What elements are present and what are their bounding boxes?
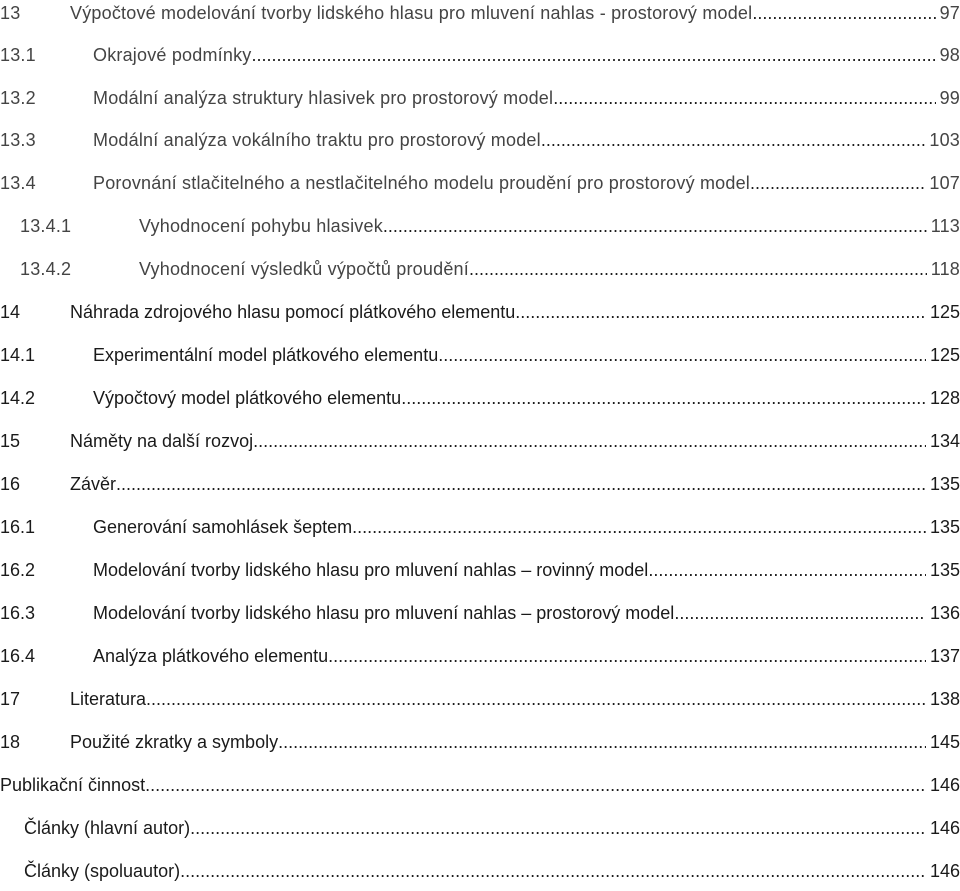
toc-entry-page: 137 bbox=[929, 646, 960, 666]
toc-entry-number: 13.4.1 bbox=[20, 216, 72, 236]
toc-entry[interactable] bbox=[0, 684, 960, 714]
toc-entry[interactable] bbox=[0, 125, 960, 155]
toc-entry-title: Publikační činnost bbox=[0, 775, 146, 795]
toc-entry-title: Výpočtový model plátkového elementu bbox=[93, 388, 402, 408]
toc-entry-number: 14 bbox=[0, 302, 21, 322]
toc-entry-page: 98 bbox=[939, 45, 960, 65]
toc-leader-dots bbox=[251, 40, 935, 70]
toc-entry-number: 16.4 bbox=[0, 646, 36, 666]
toc-entry-title: Náměty na další rozvoj bbox=[70, 431, 254, 451]
toc-entry-title: Články (hlavní autor) bbox=[24, 818, 191, 838]
toc-entry[interactable] bbox=[0, 727, 960, 757]
toc-entry-page: 136 bbox=[929, 603, 960, 623]
toc-entry-number: 13 bbox=[0, 3, 21, 23]
toc-entry-title: Modální analýza struktury hlasivek pro prostorový model bbox=[93, 88, 554, 108]
toc-entry[interactable] bbox=[0, 40, 960, 70]
toc-entry-title: Okrajové podmínky bbox=[93, 45, 252, 65]
toc-leader-dots bbox=[146, 684, 926, 714]
toc-entry-page: 135 bbox=[929, 517, 960, 537]
toc-leader-dots bbox=[553, 83, 935, 113]
toc-entry-page: 125 bbox=[929, 302, 960, 322]
toc-entry[interactable] bbox=[0, 168, 960, 198]
toc-entry[interactable] bbox=[0, 813, 960, 843]
toc-entry-title: Generování samohlásek šeptem bbox=[93, 517, 353, 537]
toc-leader-dots bbox=[648, 555, 926, 585]
toc-entry[interactable] bbox=[0, 555, 960, 585]
toc-leader-dots bbox=[541, 125, 926, 155]
toc-entry[interactable] bbox=[0, 426, 960, 456]
toc-leader-dots bbox=[116, 469, 926, 499]
toc-leader-dots bbox=[401, 383, 926, 413]
toc-entry-number: 16 bbox=[0, 474, 21, 494]
toc-entry-page: 134 bbox=[929, 431, 960, 451]
toc-entry-title: Modelování tvorby lidského hlasu pro mluvení nahlas – prostorový model bbox=[93, 603, 675, 623]
toc-entry[interactable] bbox=[0, 383, 960, 413]
toc-entry-page: 135 bbox=[929, 474, 960, 494]
toc-leader-dots bbox=[278, 727, 926, 757]
toc-entry-number: 16.3 bbox=[0, 603, 36, 623]
toc-entry-page: 103 bbox=[929, 130, 960, 150]
toc-entry-page: 128 bbox=[929, 388, 960, 408]
toc-leader-dots bbox=[469, 254, 927, 284]
toc-entry-page: 146 bbox=[929, 818, 960, 838]
toc-entry-page: 146 bbox=[929, 861, 960, 881]
toc-entry[interactable] bbox=[0, 211, 960, 241]
toc-entry[interactable] bbox=[0, 598, 960, 628]
toc-entry[interactable] bbox=[0, 856, 960, 886]
toc-entry-title: Porovnání stlačitelného a nestlačitelného modelu proudění pro prostorový model bbox=[93, 173, 750, 193]
toc-entry-title: Modelování tvorby lidského hlasu pro mluvení nahlas – rovinný model bbox=[93, 560, 649, 580]
toc-entry-page: 113 bbox=[930, 216, 960, 236]
toc-entry-title: Závěr bbox=[70, 474, 117, 494]
toc-entry[interactable] bbox=[0, 0, 960, 28]
toc-entry-number: 13.3 bbox=[0, 130, 36, 150]
toc-leader-dots bbox=[674, 598, 926, 628]
toc-entry[interactable] bbox=[0, 641, 960, 671]
toc-entry-page: 97 bbox=[939, 3, 960, 23]
toc-entry[interactable] bbox=[0, 297, 960, 327]
toc-entry-page: 125 bbox=[929, 345, 960, 365]
toc-entry-number: 15 bbox=[0, 431, 21, 451]
toc-entry-page: 146 bbox=[929, 775, 960, 795]
toc-entry-number: 13.4 bbox=[0, 173, 36, 193]
toc-leader-dots bbox=[438, 340, 926, 370]
toc-entry-title: Vyhodnocení pohybu hlasivek bbox=[139, 216, 383, 236]
toc-entry-number: 14.2 bbox=[0, 388, 36, 408]
toc-leader-dots bbox=[352, 512, 926, 542]
toc-entry-page: 135 bbox=[929, 560, 960, 580]
toc-entry-title: Literatura bbox=[70, 689, 147, 709]
toc-leader-dots bbox=[253, 426, 926, 456]
toc-leader-dots bbox=[515, 297, 926, 327]
toc-entry-number: 16.2 bbox=[0, 560, 36, 580]
toc-entry[interactable] bbox=[0, 770, 960, 800]
toc-entry-number: 14.1 bbox=[0, 345, 36, 365]
toc-leader-dots bbox=[145, 770, 926, 800]
toc-entry-number: 13.2 bbox=[0, 88, 36, 108]
toc-leader-dots bbox=[750, 168, 925, 198]
toc-entry-title: Analýza plátkového elementu bbox=[93, 646, 329, 666]
toc-leader-dots bbox=[383, 211, 927, 241]
toc-entry-title: Použité zkratky a symboly bbox=[70, 732, 279, 752]
toc-entry-number: 13.4.2 bbox=[20, 259, 72, 279]
toc-entry[interactable] bbox=[0, 83, 960, 113]
toc-entry-title: Články (spoluautor) bbox=[24, 861, 181, 881]
toc-leader-dots bbox=[752, 0, 935, 28]
toc-entry-number: 13.1 bbox=[0, 45, 36, 65]
toc-entry[interactable] bbox=[0, 469, 960, 499]
toc-entry[interactable] bbox=[0, 340, 960, 370]
toc-entry-title: Experimentální model plátkového elementu bbox=[93, 345, 439, 365]
toc-entry-title: Vyhodnocení výsledků výpočtů proudění bbox=[139, 259, 469, 279]
toc-entry-number: 16.1 bbox=[0, 517, 36, 537]
toc-entry-title: Modální analýza vokálního traktu pro prostorový model bbox=[93, 130, 541, 150]
toc-leader-dots bbox=[190, 813, 926, 843]
toc-entry[interactable] bbox=[0, 512, 960, 542]
toc-entry-page: 118 bbox=[930, 259, 960, 279]
toc-entry-page: 138 bbox=[929, 689, 960, 709]
toc-leader-dots bbox=[180, 856, 926, 886]
toc-entry-title: Náhrada zdrojového hlasu pomocí plátkového elementu bbox=[70, 302, 516, 322]
toc-entry-number: 17 bbox=[0, 689, 21, 709]
toc-entry[interactable] bbox=[0, 254, 960, 284]
toc-entry-page: 99 bbox=[939, 88, 960, 108]
toc-entry-page: 145 bbox=[929, 732, 960, 752]
toc-entry-number: 18 bbox=[0, 732, 21, 752]
toc-leader-dots bbox=[328, 641, 926, 671]
toc-entry-title: Výpočtové modelování tvorby lidského hlasu pro mluvení nahlas - prostorový model bbox=[70, 3, 753, 23]
toc-entry-page: 107 bbox=[929, 173, 960, 193]
